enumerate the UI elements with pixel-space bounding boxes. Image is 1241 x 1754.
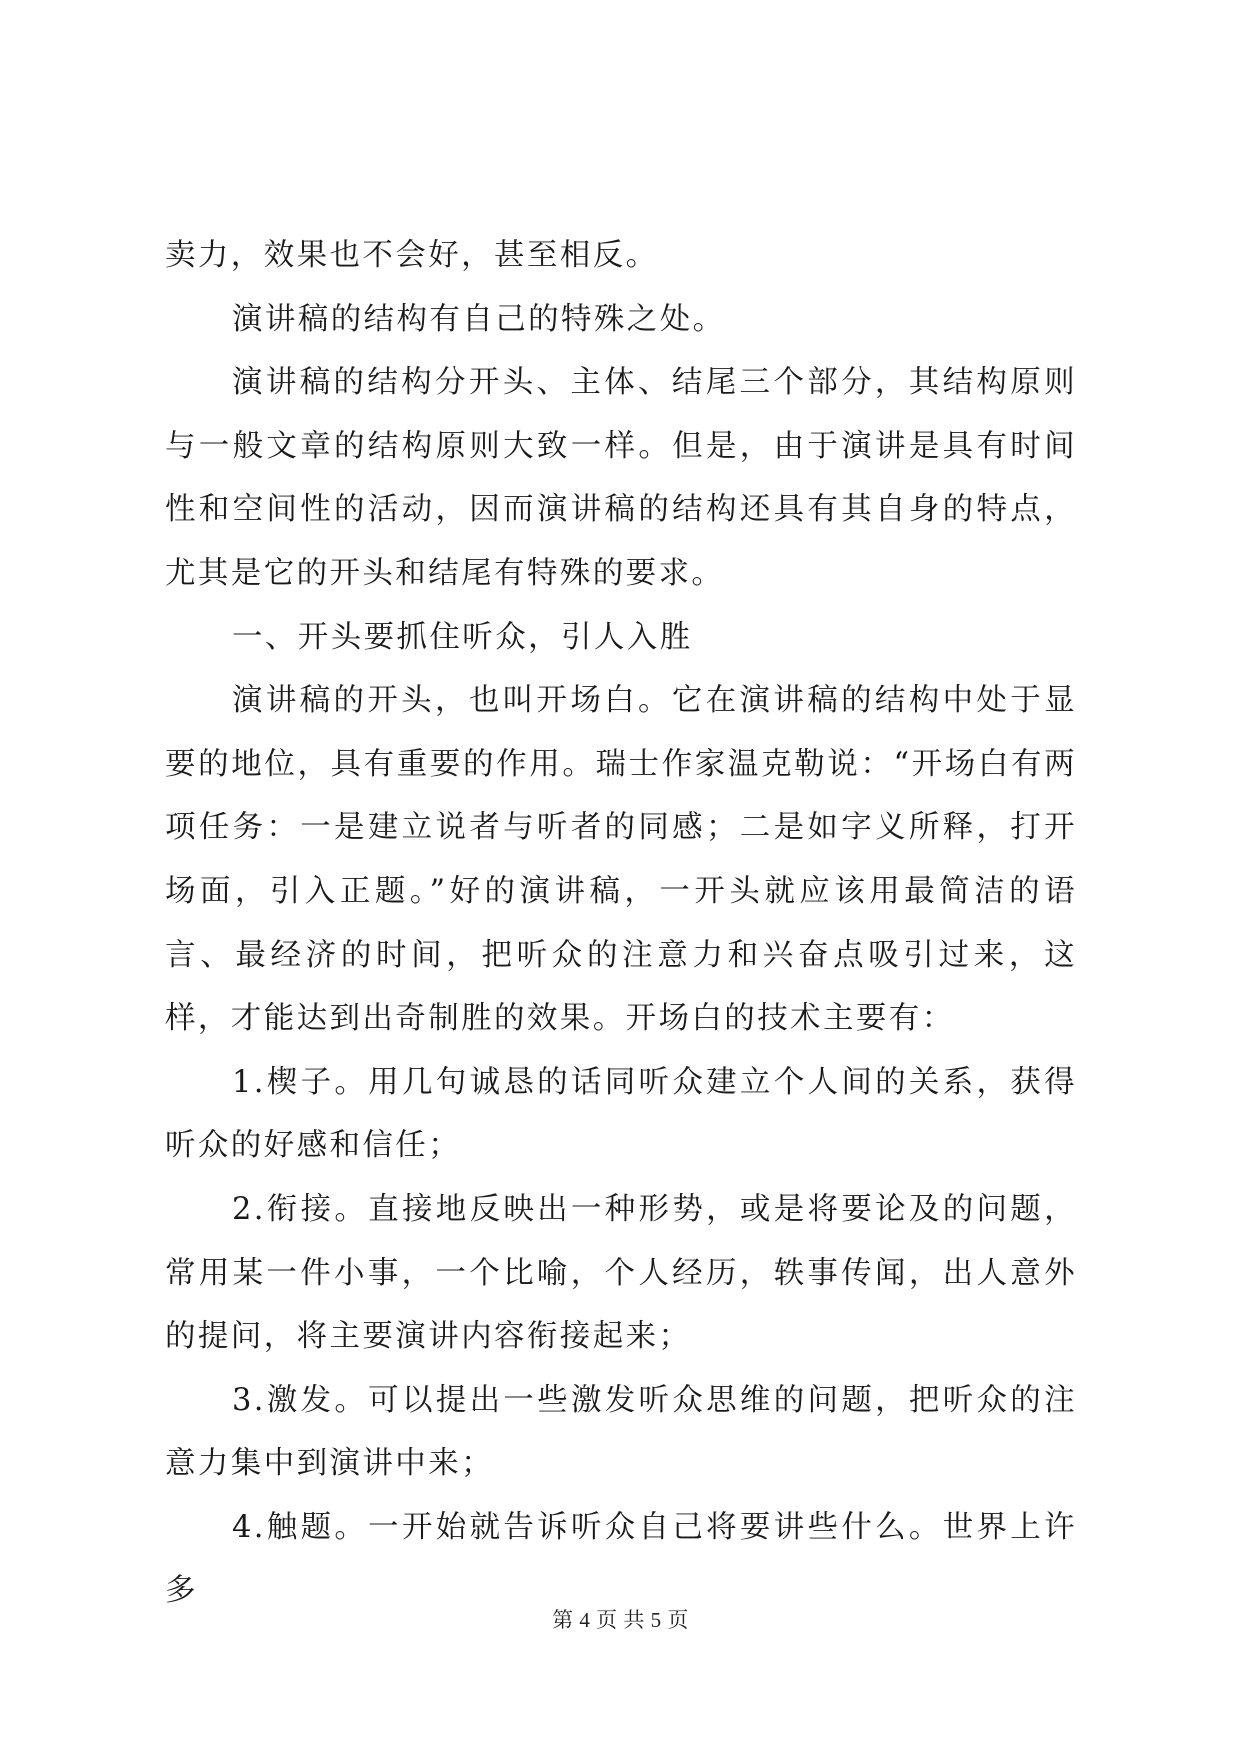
page-footer bbox=[0, 1605, 1241, 1635]
list-item-1: 1.楔子。用几句诚恳的话同听众建立个人间的关系，获得听众的好感和信任； bbox=[165, 1064, 1077, 1164]
paragraph-2: 演讲稿的结构有自己的特殊之处。 bbox=[232, 301, 726, 337]
page-number: 第 4 页 共 5 页 bbox=[552, 1608, 689, 1632]
list-item-2: 2.衔接。直接地反映出一种形势，或是将要论及的问题，常用某一件小事，一个比喻，个人经历，轶事传闻，出人意外的提问，将主要演讲内容衔接起来； bbox=[165, 1191, 1077, 1355]
list-item-3: 3.激发。可以提出一些激发听众思维的问题，把听众的注意力集中到演讲中来； bbox=[165, 1382, 1077, 1482]
list-item-4: 4.触题。一开始就告诉听众自己将要讲些什么。世界上许多 bbox=[165, 1509, 1077, 1609]
paragraph-5: 演讲稿的开头，也叫开场白。它在演讲稿的结构中处于显要的地位，具有重要的作用。瑞士作家温克勒说：“开场白有两项任务：一是建立说者与听者的同感；二是如字义所释，打开场面，引入正题。”好的演讲稿，一开头就应该用最简洁的语言、最经济的时间，把听众的注意力和兴奋点吸引过来，这样，才能达到出奇制胜的效果。开场白的技术主要有： bbox=[165, 683, 1077, 1037]
body-text bbox=[165, 224, 1077, 1623]
paragraph-1: 卖力，效果也不会好，甚至相反。 bbox=[165, 238, 659, 273]
section-heading: 一、开头要抓住听众，引人入胜 bbox=[232, 619, 693, 655]
paragraph-3: 演讲稿的结构分开头、主体、结尾三个部分，其结构原则与一般文章的结构原则大致一样。但是，由于演讲是具有时间性和空间性的活动，因而演讲稿的结构还具有其自身的特点，尤其是它的开头和结尾有特殊的要求。 bbox=[165, 365, 1077, 591]
